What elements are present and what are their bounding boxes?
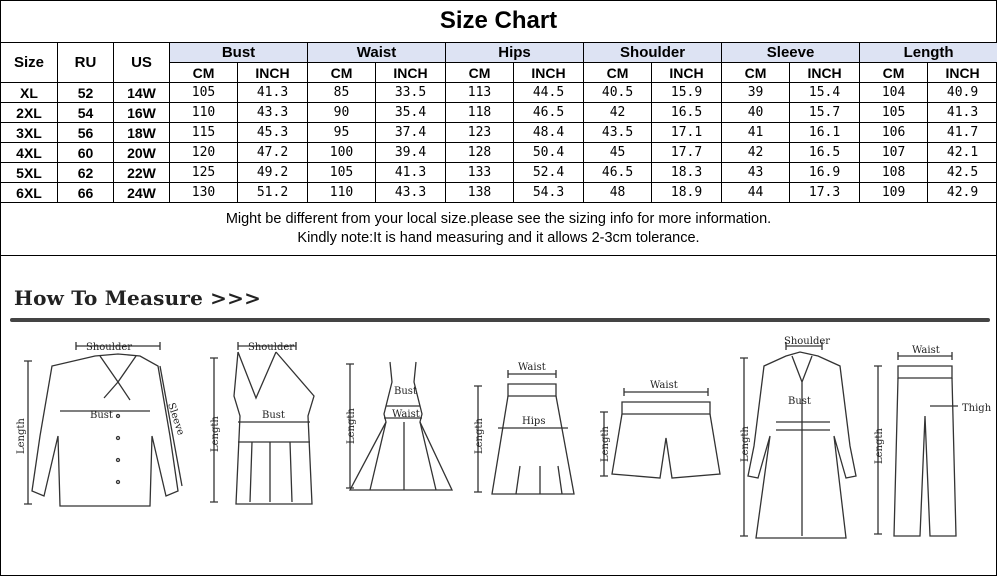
size-cell: 3XL	[1, 123, 58, 143]
header-size: Size	[1, 43, 58, 83]
measure-illustrations	[0, 326, 997, 574]
label-length-4: Length	[474, 418, 485, 454]
value-cell: 33.5	[376, 83, 446, 103]
value-cell: 100	[308, 143, 376, 163]
value-cell: 125	[170, 163, 238, 183]
value-cell: 138	[446, 183, 514, 203]
subheader-cm: CM	[860, 63, 928, 83]
subheader-inch: INCH	[238, 63, 308, 83]
label-length-1: Length	[16, 418, 27, 454]
us-cell: 14W	[114, 83, 170, 103]
us-cell: 24W	[114, 183, 170, 203]
label-length-7: Length	[874, 428, 885, 464]
value-cell: 85	[308, 83, 376, 103]
subheader-inch: INCH	[790, 63, 860, 83]
subheader-cm: CM	[584, 63, 652, 83]
value-cell: 17.1	[652, 123, 722, 143]
ru-cell: 56	[58, 123, 114, 143]
value-cell: 120	[170, 143, 238, 163]
value-cell: 17.3	[790, 183, 860, 203]
value-cell: 39.4	[376, 143, 446, 163]
value-cell: 48.4	[514, 123, 584, 143]
ru-cell: 54	[58, 103, 114, 123]
value-cell: 18.3	[652, 163, 722, 183]
header-waist: Waist	[308, 43, 446, 63]
heading-divider	[10, 318, 990, 322]
dress-icon	[346, 362, 452, 490]
page-title: Size Chart	[0, 0, 997, 43]
value-cell: 35.4	[376, 103, 446, 123]
label-bust-6: Bust	[788, 396, 811, 407]
skirt-icon	[474, 362, 574, 494]
tank-top-icon	[210, 342, 314, 504]
pants-icon	[874, 345, 992, 536]
header-bust: Bust	[170, 43, 308, 63]
value-cell: 95	[308, 123, 376, 143]
us-cell: 22W	[114, 163, 170, 183]
value-cell: 17.7	[652, 143, 722, 163]
us-cell: 16W	[114, 103, 170, 123]
value-cell: 42.9	[928, 183, 997, 203]
value-cell: 40.9	[928, 83, 997, 103]
ru-cell: 60	[58, 143, 114, 163]
value-cell: 90	[308, 103, 376, 123]
label-shoulder-1: Shoulder	[86, 342, 133, 353]
notes	[0, 204, 997, 256]
size-table	[0, 42, 997, 203]
value-cell: 105	[860, 103, 928, 123]
header-sleeve: Sleeve	[722, 43, 860, 63]
value-cell: 41.7	[928, 123, 997, 143]
label-length-3: Length	[346, 408, 357, 444]
subheader-inch: INCH	[376, 63, 446, 83]
value-cell: 16.9	[790, 163, 860, 183]
value-cell: 40	[722, 103, 790, 123]
ru-cell: 62	[58, 163, 114, 183]
value-cell: 16.1	[790, 123, 860, 143]
subheader-cm: CM	[722, 63, 790, 83]
size-cell: 2XL	[1, 103, 58, 123]
value-cell: 109	[860, 183, 928, 203]
value-cell: 42	[722, 143, 790, 163]
table-row	[1, 163, 997, 183]
size-cell: 6XL	[1, 183, 58, 203]
value-cell: 54.3	[514, 183, 584, 203]
value-cell: 41.3	[238, 83, 308, 103]
value-cell: 16.5	[790, 143, 860, 163]
value-cell: 39	[722, 83, 790, 103]
value-cell: 51.2	[238, 183, 308, 203]
value-cell: 110	[170, 103, 238, 123]
table-row	[1, 83, 997, 103]
value-cell: 43	[722, 163, 790, 183]
label-hips-4: Hips	[522, 416, 546, 427]
value-cell: 45.3	[238, 123, 308, 143]
label-shoulder-2: Shoulder	[248, 342, 295, 353]
header-hips: Hips	[446, 43, 584, 63]
coat-icon	[740, 336, 856, 538]
value-cell: 43.3	[376, 183, 446, 203]
value-cell: 16.5	[652, 103, 722, 123]
value-cell: 41.3	[376, 163, 446, 183]
label-bust-2: Bust	[262, 410, 285, 421]
value-cell: 42.5	[928, 163, 997, 183]
value-cell: 18.9	[652, 183, 722, 203]
note-line-1: Might be different from your local size.please see the sizing info for more information.	[225, 211, 772, 227]
value-cell: 41.3	[928, 103, 997, 123]
value-cell: 118	[446, 103, 514, 123]
note-line-2: Kindly note:It is hand measuring and it allows 2-3cm tolerance.	[297, 230, 700, 246]
value-cell: 52.4	[514, 163, 584, 183]
value-cell: 44	[722, 183, 790, 203]
value-cell: 47.2	[238, 143, 308, 163]
value-cell: 104	[860, 83, 928, 103]
value-cell: 44.5	[514, 83, 584, 103]
blouse-icon	[16, 342, 186, 506]
size-cell: 5XL	[1, 163, 58, 183]
value-cell: 42	[584, 103, 652, 123]
label-waist-7: Waist	[912, 345, 940, 356]
value-cell: 42.1	[928, 143, 997, 163]
size-cell: XL	[1, 83, 58, 103]
value-cell: 43.5	[584, 123, 652, 143]
value-cell: 46.5	[514, 103, 584, 123]
value-cell: 50.4	[514, 143, 584, 163]
subheader-cm: CM	[308, 63, 376, 83]
label-sleeve-1: Sleeve	[165, 401, 186, 437]
value-cell: 15.4	[790, 83, 860, 103]
value-cell: 49.2	[238, 163, 308, 183]
how-to-measure-heading: How To Measure >>>	[14, 286, 262, 310]
value-cell: 45	[584, 143, 652, 163]
label-bust-3: Bust	[394, 386, 417, 397]
shorts-icon	[600, 380, 720, 478]
label-length-5: Length	[600, 426, 611, 462]
subheader-inch: INCH	[928, 63, 997, 83]
label-waist-3: Waist	[392, 409, 420, 420]
table-row	[1, 103, 997, 123]
value-cell: 115	[170, 123, 238, 143]
label-shoulder-6: Shoulder	[784, 336, 831, 347]
subheader-cm: CM	[170, 63, 238, 83]
table-row	[1, 123, 997, 143]
us-cell: 20W	[114, 143, 170, 163]
subheader-cm: CM	[446, 63, 514, 83]
label-waist-4: Waist	[518, 362, 546, 373]
label-waist-5: Waist	[650, 380, 678, 391]
label-bust-1: Bust	[90, 410, 113, 421]
header-shoulder: Shoulder	[584, 43, 722, 63]
size-cell: 4XL	[1, 143, 58, 163]
value-cell: 128	[446, 143, 514, 163]
table-row	[1, 183, 997, 203]
label-thigh-7: Thigh	[962, 403, 992, 414]
label-length-6: Length	[740, 426, 751, 462]
value-cell: 107	[860, 143, 928, 163]
header-length: Length	[860, 43, 997, 63]
value-cell: 46.5	[584, 163, 652, 183]
subheader-inch: INCH	[514, 63, 584, 83]
value-cell: 48	[584, 183, 652, 203]
label-length-2: Length	[210, 416, 221, 452]
value-cell: 43.3	[238, 103, 308, 123]
value-cell: 40.5	[584, 83, 652, 103]
value-cell: 108	[860, 163, 928, 183]
subheader-inch: INCH	[652, 63, 722, 83]
value-cell: 37.4	[376, 123, 446, 143]
value-cell: 41	[722, 123, 790, 143]
ru-cell: 52	[58, 83, 114, 103]
header-us: US	[114, 43, 170, 83]
value-cell: 105	[308, 163, 376, 183]
value-cell: 15.9	[652, 83, 722, 103]
value-cell: 106	[860, 123, 928, 143]
value-cell: 105	[170, 83, 238, 103]
value-cell: 110	[308, 183, 376, 203]
value-cell: 15.7	[790, 103, 860, 123]
value-cell: 130	[170, 183, 238, 203]
header-ru: RU	[58, 43, 114, 83]
value-cell: 113	[446, 83, 514, 103]
value-cell: 133	[446, 163, 514, 183]
us-cell: 18W	[114, 123, 170, 143]
value-cell: 123	[446, 123, 514, 143]
table-row	[1, 143, 997, 163]
ru-cell: 66	[58, 183, 114, 203]
